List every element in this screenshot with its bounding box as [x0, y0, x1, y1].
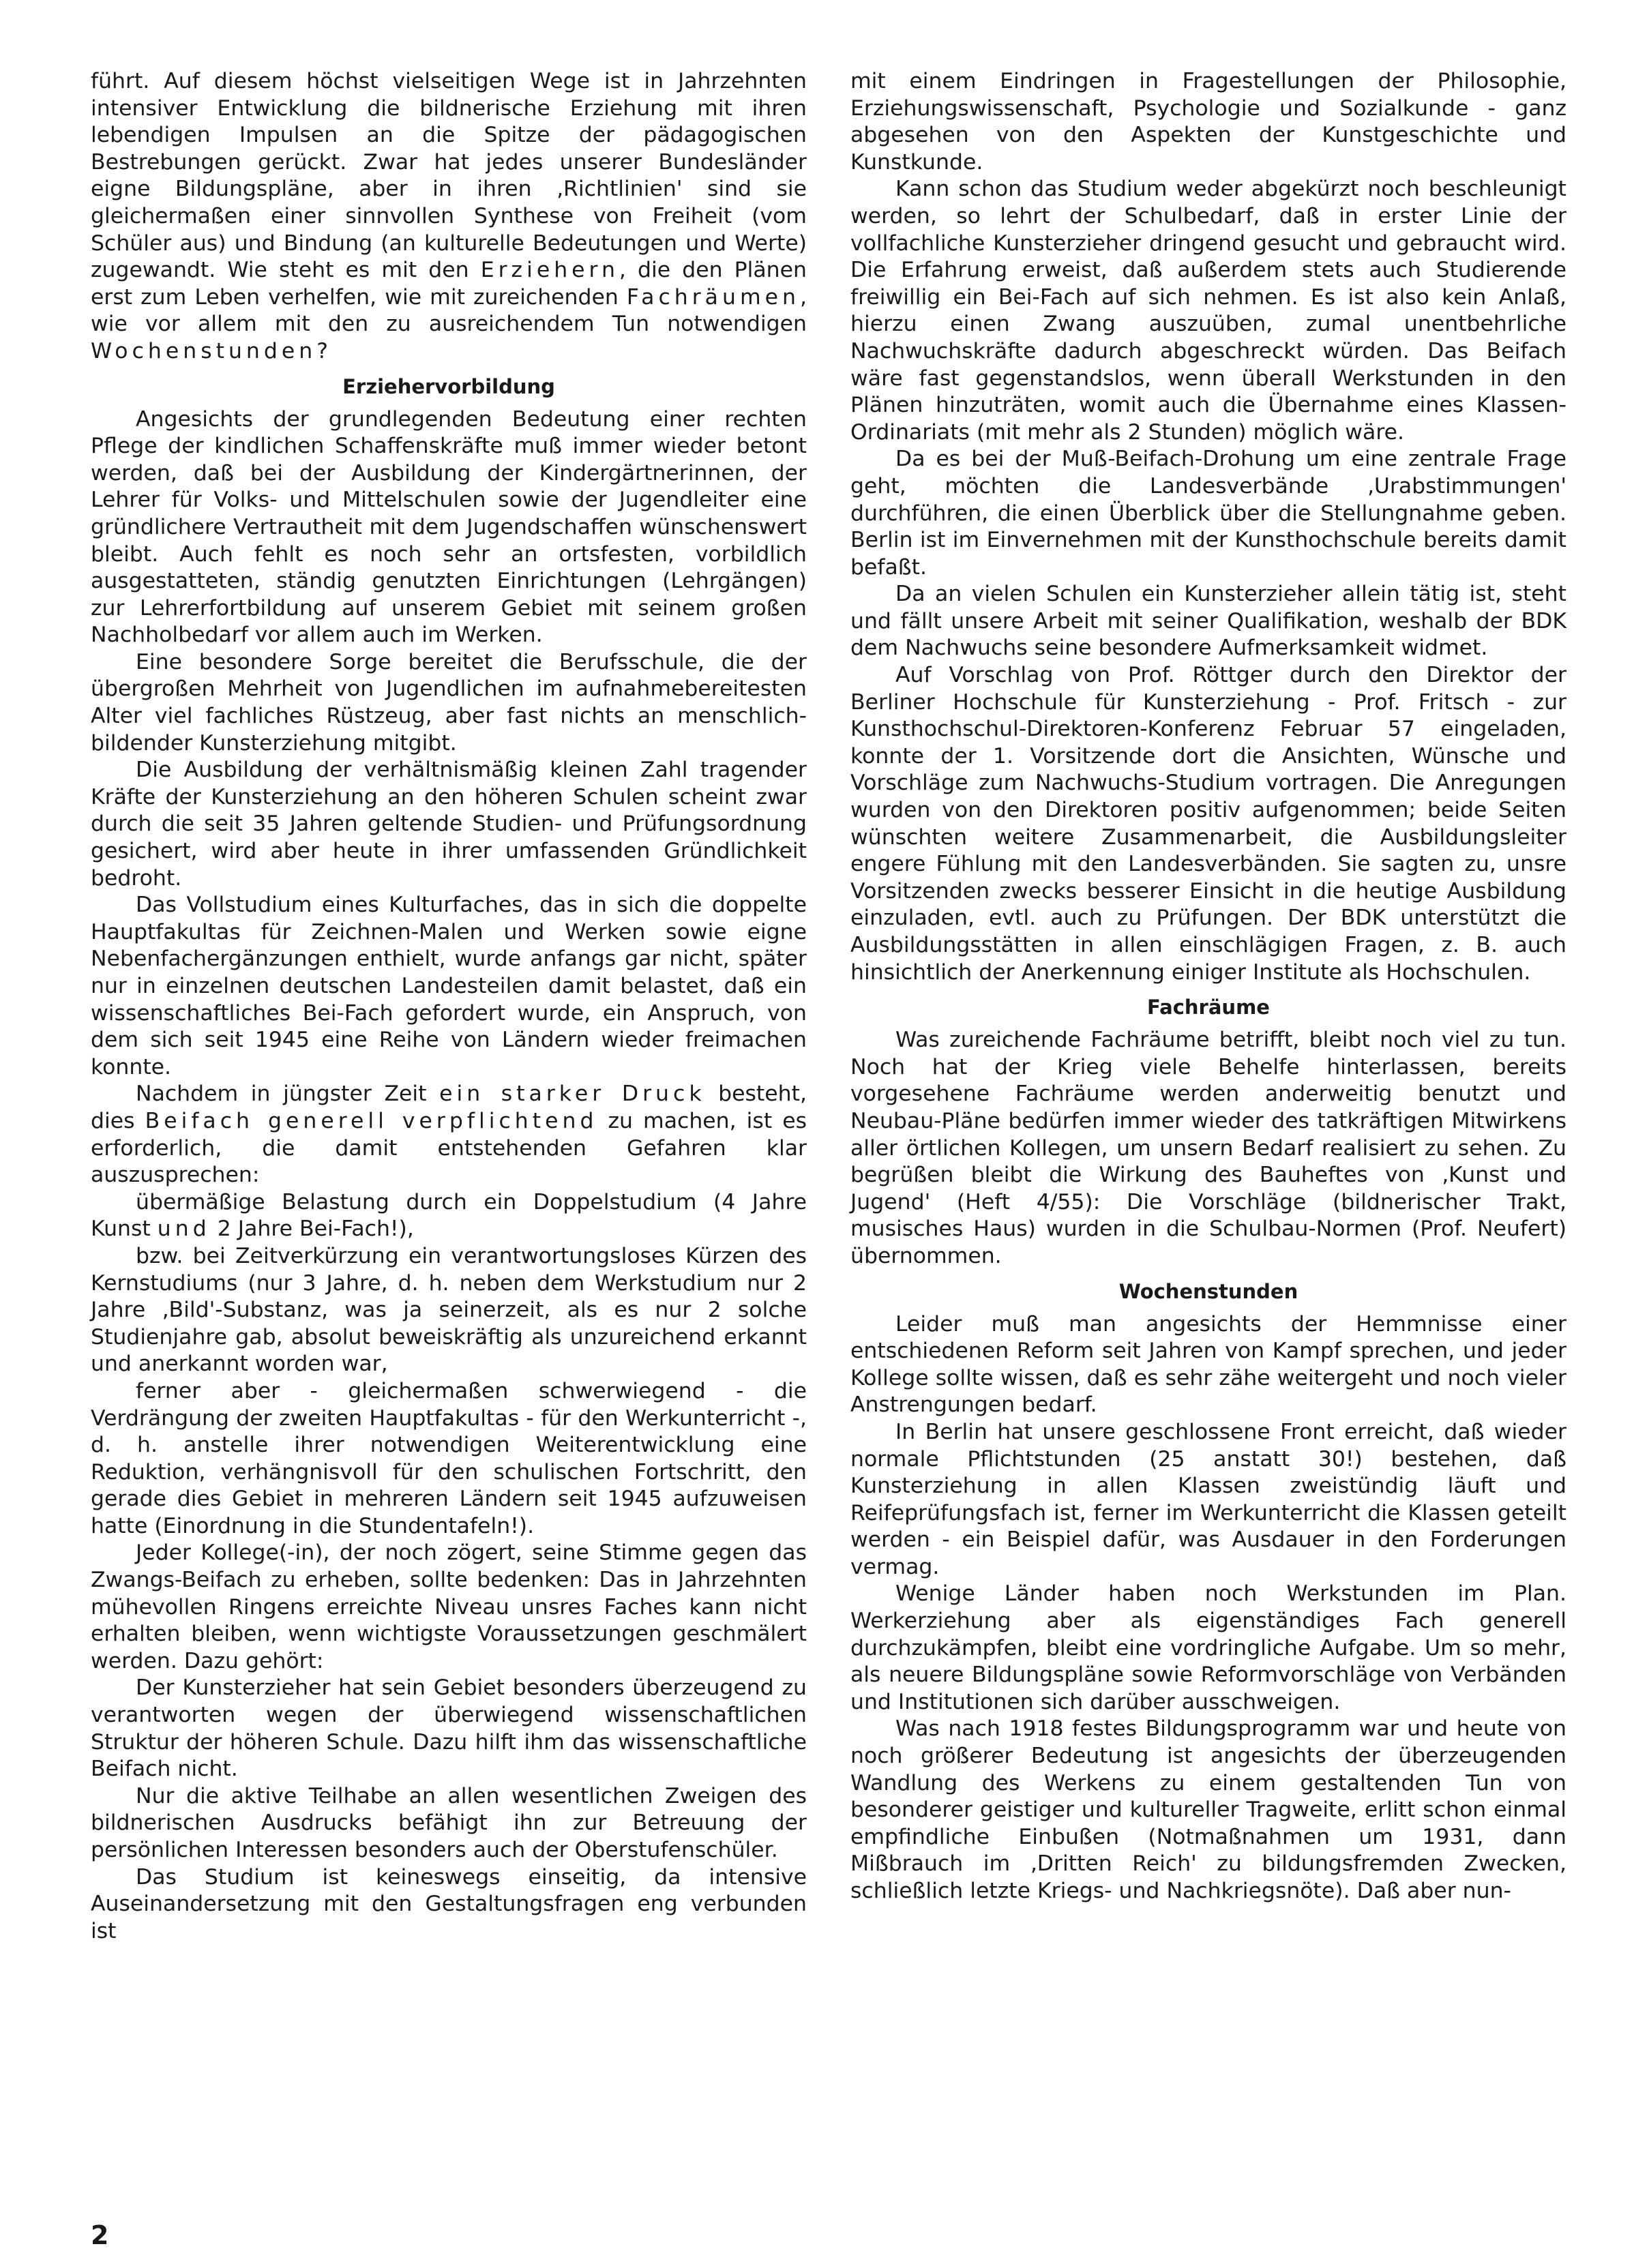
paragraph: Kann schon das Studium weder abgekürzt noch beschleunigt werden, so lehrt der Schulbedarf, daß in erster Linie der vollfachliche Kunsterzieher dringend gesucht und gebraucht wird. Die Erfahrung erweist, daß außerdem stets auch Studierende freiwillig ein Bei-Fach auf sich nehmen. Es ist also kein Anlaß, hierzu einen Zwang auszuüben, zumal unentbehrliche Nachwuchskräfte dadurch abgeschreckt würden. Das Beifach wäre fast gegenstandslos, wenn überall Werkstunden in den Plänen hinzuträten, womit auch die Übernahme eines Klassen-Ordinariats (mit mehr als 2 Stunden) möglich wäre.: [850, 177, 1566, 445]
paragraph: Was zureichende Fachräume betrifft, bleibt noch viel zu tun. Noch hat der Krieg viele Behelfe hinterlassen, bereits vorgesehene Fachräume werden anderweitig benutzt und Neubau-Pläne bedürfen immer wieder des tatkräftigen Mitwirkens aller örtlichen Kollegen, um unsern Bedarf realisiert zu sehen. Zu begrüßen bleibt die Wirkung des Bauheftes von ‚Kunst und Jugend' (Heft 4/55): Die Vorschläge (bildnerischer Trakt, musisches Haus) wurden in die Schulbau-Normen (Prof. Neufert) übernommen.: [850, 1028, 1566, 1268]
spaced-word-erziehern: Erziehern: [480, 258, 619, 283]
paragraph: Nachdem in jüngster Zeit ein starker Druck besteht, dies Beifach generell verpflichtend zu machen, ist es erforderlich, die damit entstehenden Gefahren klar auszusprechen:: [91, 1081, 807, 1188]
paragraph: Angesichts der grundlegenden Bedeutung einer rechten Pflege der kindlichen Schaffenskräfte muß immer wieder betont werden, daß bei der Ausbildung der Kindergärtnerinnen, der Lehrer für Volks- und Mittelschulen sowie der Jugendleiter eine gründlichere Vertrautheit mit dem Jugendschaffen wünschenswert bleibt. Auch fehlt es noch sehr an ortsfesten, vorbildlich ausgestatteten, ständig genutzten Einrichtungen (Lehrgängen) zur Lehrerfortbildung auf unserem Gebiet mit seinem großen Nachholbedarf vor allem auch im Werken.: [91, 406, 807, 648]
spaced-word-wochenstunden: Wochenstunden: [91, 338, 317, 363]
paragraph: Da es bei der Muß-Beifach-Drohung um eine zentrale Frage geht, möchten die Landesverbände ‚Urabstimmungen' durchführen, die einen Überblick über die Stellungnahme geben. Berlin ist im Einvernehmen mit der Kunsthochschule bereits damit befaßt.: [850, 447, 1566, 580]
paragraph: Das Studium ist keineswegs einseitig, da intensive Auseinandersetzung mit den Gestaltungsfragen eng verbunden ist: [91, 1864, 807, 1943]
paragraph: Jeder Kollege(-in), der noch zögert, seine Stimme gegen das Zwangs-Beifach zu erheben, sollte bedenken: Das in Jahrzehnten mühevollen Ringens erreichte Niveau unsres Faches kann nicht erhalten bleiben, wenn wichtigste Voraussetzungen geschmälert werden. Dazu gehört:: [91, 1540, 807, 1673]
spaced-phrase-druck: ein starker Druck: [439, 1081, 706, 1107]
spaced-phrase-beifach: Beifach generell verpflichtend: [145, 1108, 598, 1133]
left-column: [91, 68, 807, 1945]
paragraph: Nur die aktive Teilhabe an allen wesentlichen Zweigen des bildnerischen Ausdrucks befähigt ihn zur Betreuung der persönlichen Interessen besonders auch der Oberstufenschüler.: [91, 1783, 807, 1862]
paragraph: Auf Vorschlag von Prof. Röttger durch den Direktor der Berliner Hochschule für Kunsterziehung - Prof. Fritsch - zur Kunsthochschul-Direktoren-Konferenz Februar 57 eingeladen, konnte der 1. Vorsitzende dort die Ansichten, Wünsche und Vorschläge zum Nachwuchs-Studium vortragen. Die Anregungen wurden von den Direktoren positiv aufgenommen; beide Seiten wünschten weitere Zusammenarbeit, die Ausbildungsleiter engere Fühlung mit den Landesverbänden. Sie sagten zu, unsre Vorsitzenden zwecks besserer Einsicht in die heutige Ausbildung einzuladen, evtl. auch zu Prüfungen. Der BDK unterstützt die Ausbildungsstätten in allen einschlägigen Fragen, z. B. auch hinsichtlich der Anerkennung einiger Institute als Hochschulen.: [850, 663, 1566, 985]
paragraph: ferner aber - gleichermaßen schwerwiegend - die Verdrängung der zweiten Hauptfakultas - für den Werkunterricht -, d. h. anstelle ihrer notwendigen Weiterentwicklung eine Reduktion, verhängnisvoll für den schulischen Fortschritt, den gerade dies Gebiet in mehreren Ländern seit 1945 aufzuweisen hatte (Einordnung in die Stundentafeln!).: [91, 1378, 807, 1538]
paragraph: In Berlin hat unsere geschlossene Front erreicht, daß wieder normale Pflichtstunden (25 anstatt 30!) bestehen, daß Kunsterziehung in allen Klassen zweistündig läuft und Reifeprüfungsfach ist, ferner im Werkunterricht die Klassen geteilt werden - ein Beispiel dafür, was Ausdauer in den Forderungen vermag.: [850, 1419, 1566, 1579]
paragraph: Leider muß man angesichts der Hemmnisse einer entschiedenen Reform seit Jahren von Kampf sprechen, und jeder Kollege sollte wissen, daß es sehr zähe weitergeht und noch vieler Anstrengungen bedarf.: [850, 1311, 1566, 1418]
paragraph: Die Ausbildung der verhältnismäßig kleinen Zahl tragender Kräfte der Kunsterziehung an den höheren Schulen scheint zwar durch die seit 35 Jahren geltende Studien- und Prüfungsordnung gesichert, wird aber heute in ihrer umfassenden Gründlichkeit bedroht.: [91, 758, 807, 891]
section-heading-wochenstunden: Wochenstunden: [1118, 1279, 1298, 1303]
paragraph: Das Vollstudium eines Kulturfaches, das in sich die doppelte Hauptfakultas für Zeichnen-Malen und Werken sowie eigne Nebenfachergänzungen enthielt, wurde anfangs gar nicht, später nur in einzelnen deutschen Landesteilen damit belastet, daß ein wissenschaftliches Bei-Fach gefordert wurde, ein Anspruch, von dem sich seit 1945 eine Reihe von Ländern wieder freimachen konnte.: [91, 893, 807, 1079]
spaced-word-und: und: [157, 1217, 211, 1242]
right-column: [850, 68, 1566, 1905]
paragraph: bzw. bei Zeitverkürzung ein verantwortungsloses Kürzen des Kernstudiums (nur 3 Jahre, d. h. neben dem Werkstudium nur 2 Jahre ‚Bild'-Substanz, was ja seinerzeit, als es nur 2 solche Studienjahre gab, absolut beweiskräftig als unzureichend erkannt und anerkannt worden war,: [91, 1243, 807, 1377]
paragraph: Da an vielen Schulen ein Kunsterzieher allein tätig ist, steht und fällt unsere Arbeit mit seiner Qualifikation, weshalb der BDK dem Nachwuchs seine besondere Aufmerksamkeit widmet.: [850, 582, 1566, 661]
section-heading-erziehervorbildung: Erziehervorbildung: [342, 374, 555, 398]
paragraph: führt. Auf diesem höchst vielseitigen Wege ist in Jahrzehnten intensiver Entwicklung die bildnerische Erziehung mit ihren lebendigen Impulsen an die Spitze der pädagogischen Bestrebungen gerückt. Zwar hat jedes unserer Bundesländer eigne Bildungspläne, aber in ihren ‚Richtlinien' sind sie gleichermaßen einer sinnvollen Synthese von Freiheit (vom Schüler aus) und Bindung (an kulturelle Bedeutungen und Werte) zugewandt. Wie steht es mit den Erziehern, die den Plänen erst zum Leben verhelfen, wie mit zureichenden Fachräumen, wie vor allem mit den zu ausreichendem Tun notwendigen Wochenstunden?: [91, 69, 807, 363]
paragraph: Der Kunsterzieher hat sein Gebiet besonders überzeugend zu verantworten wegen der überwiegend wissenschaftlichen Struktur der höheren Schule. Dazu hilft ihm das wissenschaftliche Beifach nicht.: [91, 1675, 807, 1782]
paragraph: übermäßige Belastung durch ein Doppelstudium (4 Jahre Kunst und 2 Jahre Bei-Fach!),: [91, 1189, 807, 1242]
paragraph: Eine besondere Sorge bereitet die Berufsschule, die der übergroßen Mehrheit von Jugendlichen im aufnahmebereitesten Alter viel fachliches Rüstzeug, aber fast nichts an menschlich-bildender Kunsterziehung mitgibt.: [91, 649, 807, 756]
spaced-word-fachraeume: Fachräumen: [626, 284, 800, 310]
paragraph: Wenige Länder haben noch Werkstunden im Plan. Werkerziehung aber als eigenständiges Fach generell durchzukämpfen, bleibt eine vordringliche Aufgabe. Um so mehr, als neuere Bildungspläne sowie Reformvorschläge von Verbänden und Institutionen sich darüber ausschweigen.: [850, 1581, 1566, 1714]
section-heading-fachraeume: Fachräume: [1147, 996, 1270, 1019]
page-number: 2: [91, 2220, 109, 2250]
paragraph: mit einem Eindringen in Fragestellungen der Philosophie, Erziehungswissenschaft, Psychologie und Sozialkunde - ganz abgesehen von den Aspekten der Kunstgeschichte und Kunstkunde.: [850, 69, 1566, 175]
paragraph: Was nach 1918 festes Bildungsprogramm war und heute von noch größerer Bedeutung ist angesichts der überzeugenden Wandlung des Werkens zu einem gestaltenden Tun von besonderer geistiger und kultureller Tragweite, erlitt schon einmal empfindliche Einbußen (Notmaßnahmen um 1931, dann Mißbrauch im ‚Dritten Reich' zu bildungsfremden Zwecken, schließlich letzte Kriegs- und Nachkriegsnöte). Daß aber nun-: [850, 1716, 1566, 1903]
